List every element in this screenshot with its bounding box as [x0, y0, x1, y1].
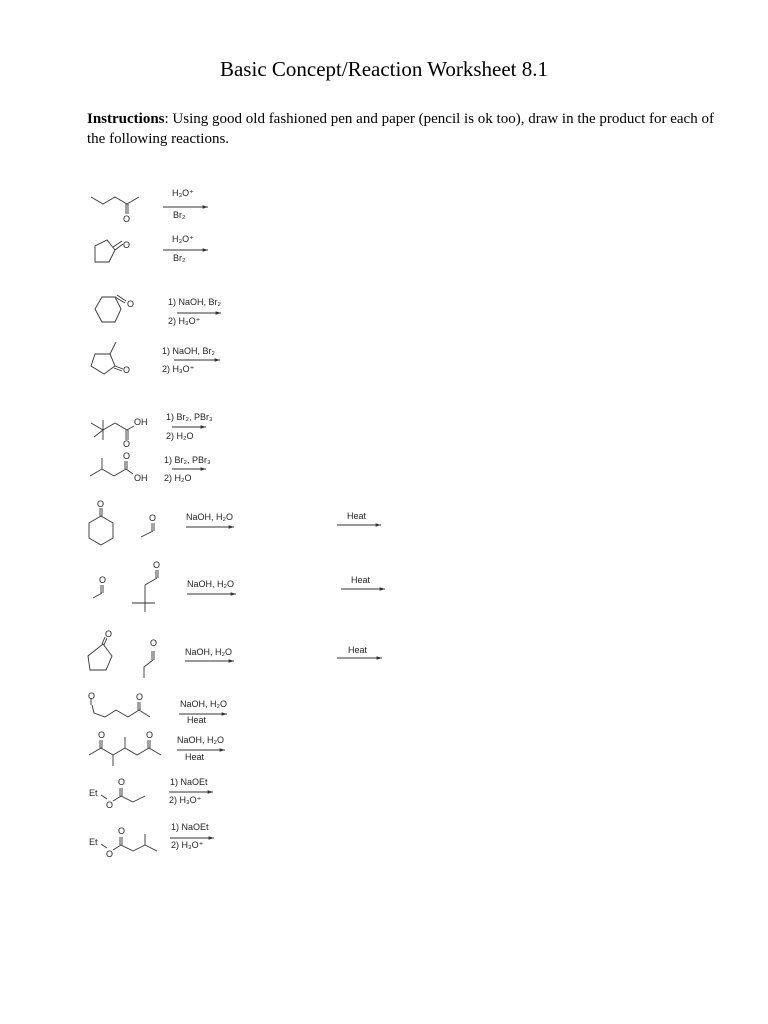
svg-text:O: O — [98, 730, 106, 740]
reaction-10-reagent-below: Heat — [187, 715, 207, 725]
svg-text:Et: Et — [89, 837, 98, 847]
svg-text:O: O — [105, 629, 113, 639]
worksheet-title: Basic Concept/Reaction Worksheet 8.1 — [219, 57, 548, 81]
reaction-11-reagent-above: NaOH, H₂O — [177, 735, 224, 745]
svg-text:O: O — [146, 730, 154, 740]
svg-text:O: O — [123, 451, 131, 461]
reaction-13-reagent-below: 2) H₃O⁺ — [171, 840, 204, 850]
svg-text:Et: Et — [89, 788, 98, 798]
reaction-4-reagent-below: 2) H₃O⁺ — [162, 364, 195, 374]
reaction-9-reactants — [88, 629, 157, 678]
svg-text:O: O — [150, 638, 158, 648]
reaction-5-reagent-above: 1) Br₂, PBr₃ — [166, 412, 213, 422]
reaction-9-reagent-above: NaOH, H₂O — [185, 647, 232, 657]
reaction-1-reagent-below: Br₂ — [173, 210, 186, 220]
reaction-2-reagent-above: H₃O⁺ — [172, 234, 194, 244]
reaction-8-reactants — [93, 560, 160, 612]
reaction-13-reagent-above: 1) NaOEt — [171, 822, 209, 832]
reaction-2-reagent-below: Br₂ — [173, 253, 186, 263]
svg-text:O: O — [97, 499, 105, 509]
reaction-4-reactant — [91, 342, 130, 375]
reaction-5-reactant — [91, 417, 148, 449]
reaction-3-reagent-below: 2) H₃O⁺ — [168, 316, 201, 326]
reaction-6-reagent-below: 2) H₂O — [164, 473, 192, 483]
reaction-7-reactants — [89, 499, 156, 545]
reaction-6-reactant — [90, 451, 148, 483]
reaction-10-reagent-above: NaOH, H₂O — [180, 699, 227, 709]
reaction-11-reactant — [89, 730, 161, 766]
reaction-5-reagent-below: 2) H₂O — [166, 431, 194, 441]
reaction-8-reagent-above: NaOH, H₂O — [187, 579, 234, 589]
reaction-3-reagent-above: 1) NaOH, Br₂ — [168, 297, 222, 307]
reaction-9-heat: Heat — [348, 645, 368, 655]
reaction-7-reagent-above: NaOH, H₂O — [186, 512, 233, 522]
reaction-13-reactant — [89, 826, 157, 859]
reaction-12-reagent-below: 2) H₃O⁺ — [169, 795, 202, 805]
svg-text:O: O — [106, 800, 114, 810]
reaction-8-heat: Heat — [351, 575, 371, 585]
reaction-12-reagent-above: 1) NaOEt — [170, 777, 208, 787]
svg-text:O: O — [123, 365, 131, 375]
reaction-2-reactant — [95, 240, 130, 262]
reaction-3-reactant — [95, 295, 134, 322]
svg-text:O: O — [136, 692, 144, 702]
svg-text:OH: OH — [134, 473, 148, 483]
svg-text:O: O — [106, 849, 114, 859]
svg-text:OH: OH — [134, 417, 148, 427]
reaction-10-reactant — [88, 691, 150, 717]
instructions-label: Instructions — [87, 111, 165, 127]
svg-text:O: O — [123, 439, 131, 449]
svg-text:O: O — [123, 240, 131, 250]
reaction-4-reagent-above: 1) NaOH, Br₂ — [162, 346, 216, 356]
instructions-text: : Using good old fashioned pen and paper (pencil is ok too), draw in the product for each of the following reactions. — [87, 111, 714, 147]
svg-text:O: O — [127, 299, 135, 309]
svg-text:O: O — [88, 691, 96, 701]
reaction-6-reagent-above: 1) Br₂, PBr₃ — [164, 455, 211, 465]
svg-text:O: O — [118, 826, 126, 836]
reaction-1-reagent-above: H₃O⁺ — [172, 188, 194, 198]
svg-text:O: O — [99, 575, 107, 585]
reaction-11-reagent-below: Heat — [185, 752, 205, 762]
reaction-7-heat: Heat — [347, 511, 367, 521]
reaction-12-reactant — [89, 777, 145, 810]
svg-text:O: O — [118, 777, 126, 787]
reaction-1-reactant — [91, 197, 139, 224]
svg-text:O: O — [149, 513, 157, 523]
svg-text:O: O — [153, 560, 161, 570]
svg-text:O: O — [123, 214, 131, 224]
